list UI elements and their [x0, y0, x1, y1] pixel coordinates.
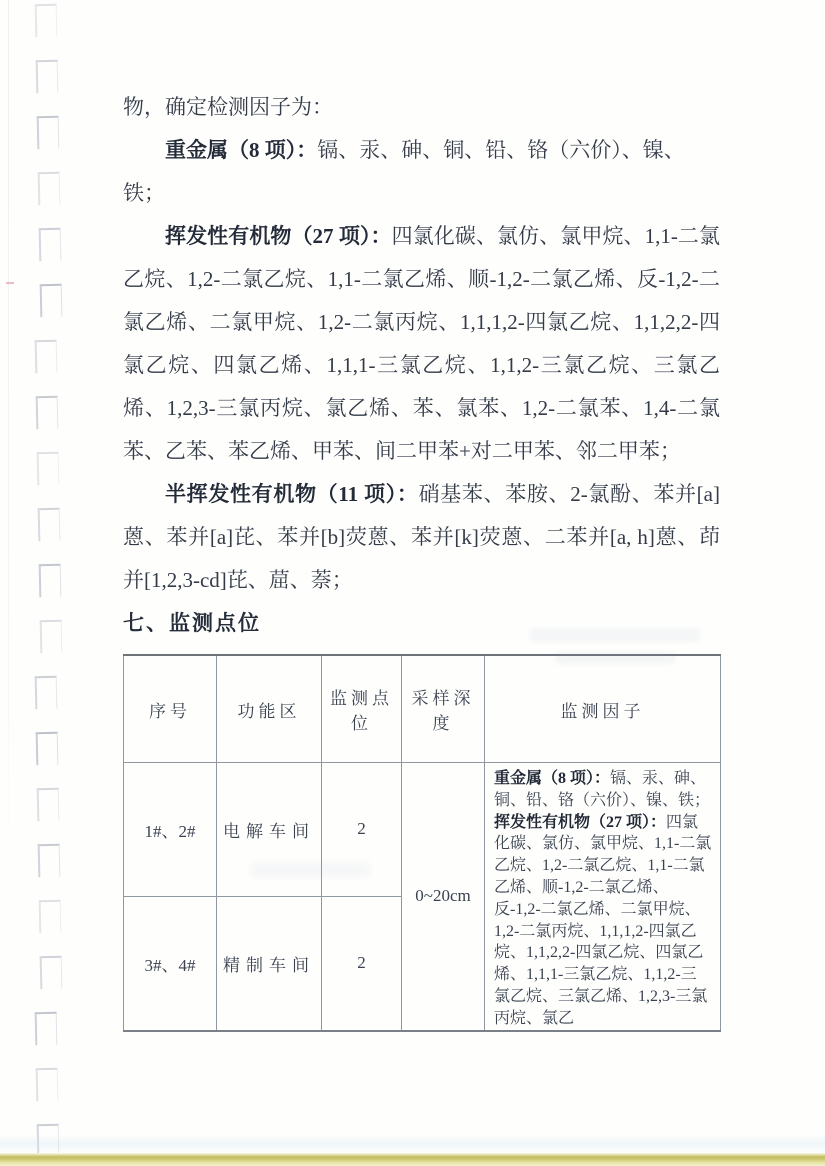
bleed-through-artifact	[250, 862, 370, 878]
header-sampling-depth: 采样深度	[402, 655, 485, 763]
binder-hole	[37, 116, 60, 149]
monitoring-points-table	[123, 654, 721, 1032]
heavy-metals-label: 重金属（8 项）：	[165, 138, 318, 162]
page-edge-shadow	[8, 0, 9, 860]
header-seq: 序号	[124, 655, 217, 763]
paragraph-heavy-metals	[123, 129, 720, 215]
binder-hole	[37, 452, 60, 485]
document-body	[123, 86, 720, 1032]
voc-label: 挥发性有机物（27 项）：	[165, 224, 392, 248]
heavy-metals-list: 镉、汞、砷、铜、铅、铬（六价）、镍、铁；	[123, 138, 685, 205]
paragraph-svoc	[123, 473, 720, 602]
binder-hole	[38, 508, 61, 541]
header-monitor-factors: 监测因子	[485, 655, 721, 763]
svoc-list: 硝基苯、苯胺、2-氯酚、苯并[a]蒽、苯并[a]芘、苯并[b]荧蒽、苯并[k]荧蒽、二苯并[a, h]蒽、茚并[1,2,3-cd]芘、䓛、萘；	[123, 482, 720, 592]
cell-monitor-factors	[485, 763, 721, 1031]
binder-hole	[36, 1068, 59, 1101]
binder-hole	[38, 172, 61, 205]
binder-hole	[36, 60, 59, 93]
cell-area-2: 精制车间	[217, 896, 322, 1030]
factors-heavy-list: 镉、汞、砷、铜、铅、铬（六价）、镍、铁；	[494, 770, 711, 809]
factors-voc-label: 挥发性有机物（27 项）：	[494, 813, 667, 831]
factors-voc-list: 四氯化碳、氯仿、氯甲烷、1,1-二氯乙烷、1,2-二氯乙烷、1,1-二氯乙烯、顺-1,2-二氯乙烯、反-1,2-二氯乙烯、二氯甲烷、1,2-二氯丙烷、1,1,1,2-四氯乙烷、1,1,2,2-四氯乙烷、四氯乙烯、1,1,1-三氯乙烷、1,1,2-三氯乙烷、三氯乙烯、1,2,3-三氯丙烷、氯乙	[494, 813, 712, 1027]
binder-hole	[40, 956, 63, 989]
scan-tint-band	[0, 1134, 825, 1152]
voc-list: 四氯化碳、氯仿、氯甲烷、1,1-二氯乙烷、1,2-二氯乙烷、1,1-二氯乙烯、顺-1,2-二氯乙烯、反-1,2-二氯乙烯、二氯甲烷、1,2-二氯丙烷、1,1,1,2-四氯乙烷、1,1,2,2-四氯乙烷、四氯乙烯、1,1,1-三氯乙烷、1,1,2-三氯乙烷、三氯乙烯、1,2,3-三氯丙烷、氯乙烯、苯、氯苯、1,2-二氯苯、1,4-二氯苯、乙苯、苯乙烯、甲苯、间二甲苯+对二甲苯、邻二甲苯；	[123, 224, 721, 463]
cell-sampling-depth: 0~20cm	[402, 763, 485, 1031]
table-header-row	[124, 655, 721, 763]
svoc-label: 半挥发性有机物（11 项）：	[165, 482, 419, 506]
cell-points-2: 2	[322, 896, 402, 1030]
binder-hole	[40, 284, 63, 317]
pink-scan-mark	[6, 282, 14, 284]
cell-seq-2: 3#、4#	[124, 896, 217, 1030]
binder-hole	[38, 844, 61, 877]
section-heading: 七、监测点位	[123, 611, 261, 635]
bleed-through-artifact	[555, 652, 675, 664]
binder-hole	[37, 788, 60, 821]
header-function-area: 功能区	[217, 655, 322, 763]
binder-hole	[40, 620, 63, 653]
cell-area-1: 电解车间	[217, 763, 322, 897]
table-row	[124, 763, 721, 897]
paragraph-intro	[123, 86, 720, 129]
binder-hole	[36, 396, 59, 429]
binder-hole	[39, 900, 62, 933]
paragraph-voc	[123, 215, 720, 473]
binder-hole	[35, 340, 58, 373]
binder-hole	[39, 228, 62, 261]
factors-heavy-label: 重金属（8 项）：	[494, 770, 611, 787]
binder-hole	[35, 676, 58, 709]
cell-points-1: 2	[322, 763, 402, 897]
binder-hole	[36, 732, 59, 765]
page-bottom-edge	[0, 1153, 825, 1166]
cell-seq-1: 1#、2#	[124, 763, 217, 897]
binder-hole	[39, 564, 62, 597]
bleed-through-artifact	[530, 628, 700, 642]
binder-hole	[35, 4, 58, 37]
header-monitor-points: 监测点位	[322, 655, 402, 763]
binder-hole	[35, 1012, 58, 1045]
intro-text: 物，确定检测因子为：	[123, 95, 333, 119]
